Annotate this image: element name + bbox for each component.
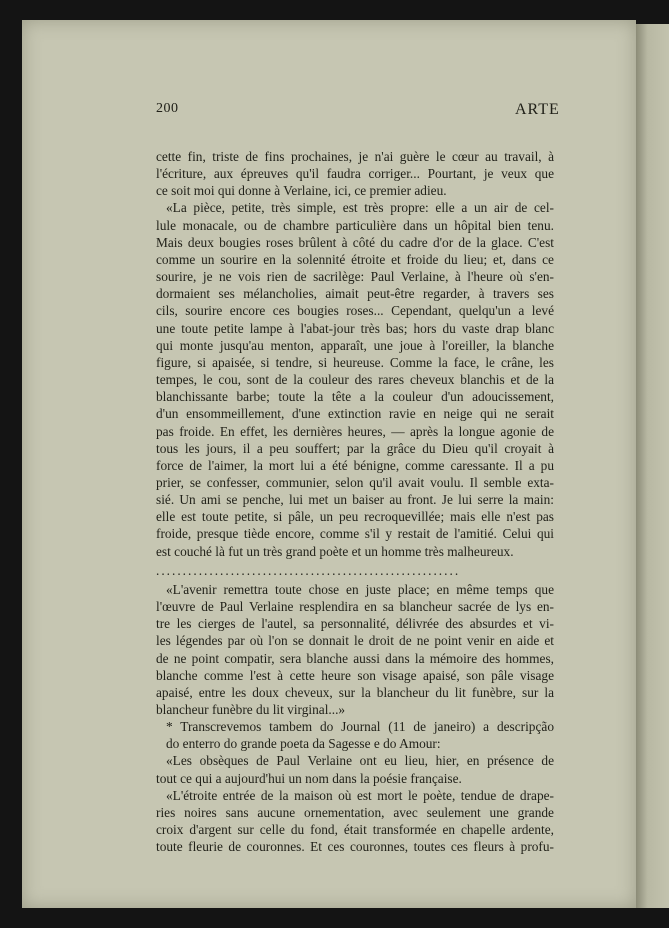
- text-line: force de l'aimer, la mort lui a été bénigne, comme caressante. Il a pu: [156, 457, 554, 473]
- text-line: «L'étroite entrée de la maison où est mort le poète, tendue de drape-: [166, 787, 554, 803]
- text-line: sourire, je ne vois rien de sacrilège: Paul Verlaine, à l'heure où s'en-: [156, 269, 554, 285]
- text-line: tempes, le cou, sont de la couleur des rares cheveux blanchis et de la: [156, 372, 554, 388]
- page-number: 200: [156, 101, 179, 116]
- text-line: de ne point compatir, sera blanche aussi dans la mémoire des hommes,: [156, 650, 554, 666]
- text-line: l'écriture, aux épreuves qu'il faudra corriger... Pourtant, je veux que: [156, 166, 554, 182]
- text-line: blancheur funèbre du lit virginal...»: [156, 702, 346, 717]
- text-line: toute fleurie de couronnes. Et ces couronnes, toutes ces fleurs à profu-: [156, 839, 554, 855]
- text-line: cils, sourire encore ces bougies roses... Cependant, quelqu'un a levé: [156, 303, 554, 319]
- text-line: * Transcrevemos tambem do Journal (11 de janeiro) a descripção: [166, 719, 554, 735]
- text-line: blanche comme l'est à cette heure son visage apaisé, son pâle visage: [156, 667, 554, 683]
- text-line: qui monte jusqu'au menton, apparaît, une joue à l'oreiller, la blanche: [156, 337, 554, 353]
- text-line: figure, si apaisée, si tendre, si heureuse. Comme la face, le crâne, les: [156, 354, 554, 370]
- text-line: tre les cierges de l'autel, sa personnalité, délivrée des absurdes et vi-: [156, 616, 554, 632]
- text-line: apaisé, entre les doux cheveux, sur la blancheur du lit funèbre, sur la: [156, 684, 554, 700]
- text-line: lule monacale, ou de chambre particulière dans un hôpital bien tenu.: [156, 217, 554, 233]
- text-line: pas froide. En effet, les dernières heures, — après la longue agonie de: [156, 423, 554, 439]
- text-line: dormaient ses mélancholies, aimait peut-être regarder, à travers ses: [156, 286, 554, 302]
- text-line: tous les jours, il a peu souffert; par la grâce du Dieu qu'il croyait à: [156, 440, 554, 456]
- text-line: froide, presque tiède encore, comme s'il y restait de l'amitié. Celui qui: [156, 526, 554, 542]
- text-line: «Les obsèques de Paul Verlaine ont eu lieu, hier, en présence de: [166, 753, 554, 769]
- text-line: elle est toute petite, si pâle, un peu recroquevillée; mais elle n'est pas: [156, 509, 554, 525]
- ellipsis-separator: .........................................................: [156, 562, 461, 578]
- text-line: sié. Un ami se penche, lui met un baiser au front. Je lui serre la main:: [156, 492, 554, 508]
- running-title: ARTE: [515, 101, 560, 118]
- text-line: comme un sourire en la solennité étroite et froide du lieu; et, dans ce: [156, 251, 554, 267]
- text-line: d'un ensommeillement, d'une extinction ravie en neige qui ne serait: [156, 406, 554, 422]
- text-line: tout ce qui a aujourd'hui un nom dans la poésie française.: [156, 770, 462, 786]
- body-text: [156, 148, 554, 855]
- text-line: blanchissante barbe; toute la tête a la couleur d'un adoucissement,: [156, 389, 554, 405]
- text-line: croix d'argent sur celle du fond, était transformée en chapelle ardente,: [156, 822, 554, 838]
- text-line: prier, se confesser, communier, selon qu'il avait voulu. Il semble exta-: [156, 474, 554, 490]
- text-line: l'œuvre de Paul Verlaine resplendira en sa blancheur sacrée de lys en-: [156, 599, 554, 615]
- text-line: Mais deux bougies roses brûlent à côté du cadre d'or de la glace. C'est: [156, 234, 554, 250]
- text-line: «La pièce, petite, très simple, est très propre: elle a un air de cel-: [166, 200, 554, 216]
- text-line: «L'avenir remettra toute chose en juste place; en même temps que: [166, 581, 554, 597]
- text-line: ries noires sans aucune ornementation, avec seulement une grande: [156, 804, 554, 820]
- text-line: une toute petite lampe à l'abat-jour très bas; hors du vaste drap blanc: [156, 320, 554, 336]
- text-line: do enterro do grande poeta da Sagesse e do Amour:: [166, 736, 441, 752]
- text-line: cette fin, triste de fins prochaines, je n'ai guère le cœur au travail, à: [156, 149, 554, 164]
- text-line: ce soit moi qui donne à Verlaine, ici, ce premier adieu.: [156, 183, 447, 199]
- text-line: est couché là fut un très grand poète et un homme très malheureux.: [156, 543, 514, 559]
- text-line: les légendes par où l'on se donnait le droit de ne point venir en aide et: [156, 633, 554, 649]
- page-edge: [636, 24, 669, 908]
